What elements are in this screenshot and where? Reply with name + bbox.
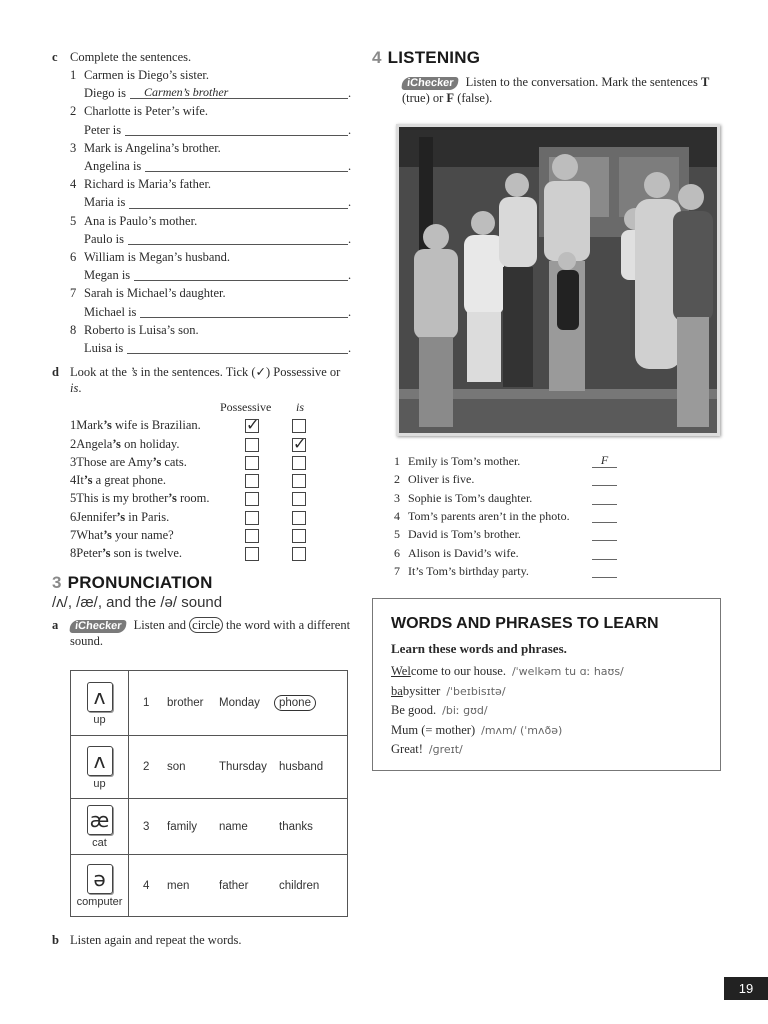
phrase-line	[391, 701, 702, 721]
sentence-text	[76, 546, 182, 560]
sentence-line	[70, 284, 352, 302]
possessive-checkbox[interactable]	[245, 415, 260, 435]
item-number: 2	[394, 472, 400, 487]
statement-text: Emily is Tom’s mother.	[408, 454, 521, 468]
sound-symbol-icon: ʌ	[87, 682, 113, 712]
sentence-text: Carmen is Diego’s sister.	[84, 68, 209, 82]
answer-blank[interactable]	[592, 472, 617, 486]
answer-prompt: Maria is	[84, 195, 126, 210]
item-number: 4	[70, 473, 77, 488]
answer-blank[interactable]	[592, 564, 617, 578]
sound-icon-cell	[71, 671, 129, 735]
phrase-line	[391, 740, 702, 760]
exercise-letter: d	[52, 365, 59, 380]
word-option[interactable]	[279, 697, 316, 709]
section-title: PRONUNCIATION	[67, 572, 213, 592]
possessive-column-header: Possessive	[220, 400, 272, 415]
tick-row	[70, 508, 352, 526]
statement-row	[394, 562, 624, 580]
apostrophe-s: ’s	[112, 436, 121, 451]
apostrophe-s: ’s	[103, 528, 112, 543]
item-number: 8	[70, 546, 77, 561]
word-option[interactable]	[219, 697, 279, 709]
word-text: son	[167, 761, 186, 773]
ichecker-badge[interactable]: iChecker	[69, 620, 127, 633]
tick-row	[70, 526, 352, 544]
item-number: 4	[143, 879, 150, 892]
item-number: 6	[70, 250, 77, 265]
sound-word-label: up	[93, 713, 106, 726]
item-number: 3	[394, 490, 400, 505]
word-text: Thursday	[219, 761, 267, 773]
tick-row	[70, 471, 352, 489]
sentence-part: on holiday.	[120, 436, 180, 451]
ichecker-badge[interactable]: iChecker	[401, 77, 459, 90]
exercise-letter: a	[52, 617, 59, 632]
answer-blank[interactable]	[128, 232, 348, 245]
apostrophe-s: ’s	[116, 509, 126, 524]
possessive-checkbox[interactable]	[245, 438, 259, 452]
tick-row	[70, 489, 352, 507]
phonetic-transcription: /ˈwelkəm tu ɑː haʊs/	[511, 665, 624, 678]
period: .	[348, 159, 352, 174]
item-number: 4	[394, 508, 400, 523]
answer-blank[interactable]	[592, 491, 617, 505]
item-number: 3	[70, 454, 77, 469]
is-checkbox[interactable]	[292, 433, 307, 453]
answer-blank[interactable]	[592, 527, 617, 541]
item-number: 5	[70, 213, 77, 228]
possessive-checkbox[interactable]	[245, 547, 259, 561]
answer-line	[84, 121, 352, 139]
item-number: 1	[70, 418, 77, 433]
phrase-text: bysitter	[402, 683, 441, 698]
item-number: 2	[70, 104, 77, 119]
answer-blank[interactable]	[130, 86, 348, 99]
period: .	[348, 195, 352, 210]
apostrophe-s: ’s	[152, 454, 162, 469]
period: .	[348, 268, 352, 283]
answer-line	[84, 84, 352, 102]
listening-instruction: iChecker Listen to the conversation. Mark the sentences T (true) or F (false).	[402, 75, 710, 105]
exercise-c-header	[52, 48, 352, 66]
sentence-part: Peter	[76, 546, 102, 561]
phrase-text: Great!	[391, 742, 423, 756]
sentence-part: Mark	[76, 418, 104, 433]
word-text: thanks	[279, 820, 313, 833]
sentence-line	[70, 175, 352, 193]
exercise-b-header	[52, 931, 241, 949]
word-text: phone	[274, 695, 316, 711]
statement-row	[394, 544, 624, 562]
statement-row	[394, 507, 624, 525]
answer-blank[interactable]	[125, 123, 348, 136]
answer-line	[84, 303, 352, 321]
sentence-line	[70, 212, 352, 230]
word-text: family	[167, 820, 198, 833]
word-option[interactable]	[219, 880, 279, 892]
exercise-instruction: iChecker Listen and circle the word with a different sound.	[70, 617, 351, 648]
answer-blank[interactable]	[127, 341, 348, 354]
page-number: 19	[724, 977, 768, 1000]
word-group	[129, 799, 347, 854]
is-checkbox[interactable]	[292, 419, 306, 433]
sentence-part: Jennifer	[76, 509, 117, 524]
answer-line	[84, 266, 352, 284]
right-column	[372, 48, 724, 106]
word-option[interactable]	[219, 821, 279, 833]
word-option[interactable]	[167, 880, 219, 892]
answer-blank[interactable]	[129, 196, 348, 209]
circle-word: circle	[189, 617, 223, 633]
answer-text: Carmen’s brother	[144, 85, 229, 100]
sentence-text: Ana is Paulo’s mother.	[84, 213, 198, 228]
tick-row	[70, 435, 352, 453]
answer-line	[84, 157, 352, 175]
family-photo	[396, 124, 720, 436]
sentence-text	[76, 473, 166, 487]
sound-icon-cell	[71, 799, 129, 854]
statement-text: It’s Tom’s birthday party.	[408, 563, 529, 578]
answer-prompt: Diego is	[84, 86, 127, 101]
word-text: Monday	[219, 697, 260, 709]
family-photo-illustration	[399, 127, 720, 436]
item-number: 2	[143, 761, 150, 773]
pronunciation-table	[70, 670, 348, 917]
sentence-text: William is Megan’s husband.	[84, 250, 231, 265]
sentence-text: Roberto is Luisa’s son.	[84, 322, 199, 337]
exercise-instruction: Complete the sentences.	[70, 50, 192, 64]
answer-line	[84, 193, 352, 211]
sentence-line	[70, 321, 352, 339]
word-text: name	[219, 820, 248, 833]
answer-blank[interactable]	[592, 546, 617, 560]
answer-line	[84, 339, 352, 357]
sentence-part: your name?	[111, 528, 174, 543]
sentence-part: This is my brother	[76, 491, 169, 506]
statement-text: David is Tom’s brother.	[408, 527, 521, 542]
item-number: 5	[70, 491, 77, 506]
apostrophe-s: ’s	[168, 491, 177, 506]
sound-symbol-icon: ʌ	[87, 746, 113, 776]
exercise-letter: b	[52, 933, 59, 947]
period: .	[348, 341, 352, 356]
exercise-a-header	[52, 616, 352, 649]
item-number: 7	[70, 528, 77, 543]
sentence-text: Richard is Maria’s father.	[84, 177, 212, 192]
period: .	[348, 304, 352, 319]
sentence-part: What	[76, 528, 104, 543]
answer-blank[interactable]	[140, 305, 348, 318]
phonetic-transcription: /mʌm/ (ˈmʌðə)	[481, 723, 563, 737]
exercise-d-header	[52, 363, 352, 396]
pronunciation-row	[71, 735, 347, 798]
possessive-checkbox[interactable]	[245, 474, 259, 488]
word-text: children	[279, 879, 320, 892]
item-number: 3	[143, 820, 150, 833]
section-subtitle: /ʌ/, /æ/, and the /ə/ sound	[52, 593, 223, 611]
word-option[interactable]	[279, 761, 323, 773]
sentence-text	[76, 510, 169, 524]
box-title: WORDS AND PHRASES TO LEARN	[391, 615, 659, 632]
item-number: 8	[70, 322, 77, 337]
sound-symbol-icon: ə	[87, 864, 113, 894]
possessive-checkbox[interactable]	[245, 529, 259, 543]
item-number: 5	[394, 527, 400, 542]
pronunciation-row	[71, 854, 347, 916]
sound-word-label: up	[93, 777, 106, 790]
sentence-line	[70, 139, 352, 157]
exercise-d-items	[52, 416, 352, 562]
tick-row	[70, 453, 352, 471]
sentence-part: room.	[176, 491, 210, 506]
item-number: 1	[70, 68, 77, 82]
sound-icon-cell	[71, 736, 129, 798]
answer-prompt: Peter is	[84, 122, 122, 137]
box-subtitle: Learn these words and phrases.	[391, 641, 567, 656]
stressed-part: ba	[391, 683, 403, 698]
sentence-text	[76, 528, 173, 542]
phrase-text: Mum (= mother)	[391, 722, 476, 737]
section-3-header	[52, 573, 352, 611]
sentence-line	[70, 248, 352, 266]
answer-blank[interactable]	[145, 159, 348, 172]
sound-symbol-icon: æ	[87, 805, 113, 835]
is-checkbox[interactable]	[292, 529, 306, 543]
item-number: 3	[70, 140, 77, 155]
tick-mark: ✓	[246, 415, 260, 435]
possessive-checkbox[interactable]	[245, 511, 259, 525]
sentence-part: Those are Amy	[76, 454, 153, 469]
pronunciation-row	[71, 671, 347, 735]
answer-prompt: Michael is	[84, 304, 137, 319]
word-text: brother	[167, 697, 204, 709]
answer-blank[interactable]: F	[592, 454, 617, 468]
item-number: 2	[70, 436, 77, 451]
item-number: 6	[394, 545, 400, 560]
sentence-part: son is twelve.	[110, 546, 183, 561]
statement-row	[394, 489, 624, 507]
word-text: husband	[279, 761, 324, 773]
apostrophe-s: ’s	[101, 546, 111, 561]
left-column	[52, 48, 352, 649]
tick-row	[70, 416, 352, 434]
sentence-text	[76, 455, 187, 469]
sentence-text	[76, 418, 201, 432]
answer-prompt: Paulo is	[84, 231, 124, 246]
answer-prompt: Luisa is	[84, 341, 124, 356]
item-number: 4	[70, 177, 77, 192]
sentence-text: Sarah is Michael’s daughter.	[84, 286, 226, 301]
tick-row	[70, 544, 352, 562]
sound-word-label: cat	[92, 837, 107, 849]
answer-prompt: Megan is	[84, 268, 131, 283]
word-text: men	[167, 879, 190, 892]
item-number: 7	[394, 563, 400, 578]
sentence-part: a great phone.	[92, 473, 167, 488]
phrase-list	[391, 662, 702, 760]
sentence-text: Charlotte is Peter’s wife.	[84, 104, 209, 119]
word-group	[129, 736, 347, 798]
phrase-line	[391, 662, 702, 682]
phonetic-transcription: /biː ɡʊd/	[442, 704, 488, 717]
section-title: LISTENING	[387, 48, 481, 67]
statement-row	[394, 452, 624, 470]
word-group	[129, 671, 347, 735]
answer-line	[84, 230, 352, 248]
is-checkbox[interactable]	[292, 547, 306, 561]
sentence-line	[70, 66, 352, 84]
exercise-c-items	[70, 66, 352, 357]
sentence-part: cats.	[161, 454, 187, 469]
phrase-text: come to our house.	[410, 664, 506, 678]
statement-row	[394, 470, 624, 488]
stressed-part: Wel	[391, 664, 411, 678]
words-and-phrases-box	[372, 598, 721, 771]
sentence-text: Mark is Angelina’s brother.	[84, 140, 221, 155]
possessive-checkbox[interactable]	[245, 456, 259, 470]
item-number: 7	[70, 286, 77, 301]
section-number: 4	[372, 48, 382, 67]
pronunciation-row	[71, 798, 347, 854]
word-option[interactable]	[279, 821, 313, 833]
item-number: 1	[394, 454, 400, 468]
word-option[interactable]	[167, 821, 219, 833]
possessive-checkbox[interactable]	[245, 492, 259, 506]
is-column-header: is	[296, 400, 305, 415]
statement-text: Sophie is Tom’s daughter.	[408, 490, 533, 505]
apostrophe-s: ’s	[103, 418, 112, 433]
word-text: father	[219, 879, 249, 892]
sentence-part: Angela	[76, 436, 113, 451]
sentence-part: It	[76, 473, 84, 488]
statement-text: Alison is David’s wife.	[408, 545, 519, 560]
word-option[interactable]	[279, 880, 319, 892]
word-group	[129, 855, 347, 916]
answer-blank[interactable]	[592, 509, 617, 523]
item-number: 1	[143, 697, 150, 709]
exercise-instruction: Listen again and repeat the words.	[70, 933, 242, 947]
exercise-letter: c	[52, 50, 58, 64]
period: .	[348, 122, 352, 137]
word-option[interactable]	[219, 761, 279, 773]
word-option[interactable]	[167, 761, 219, 773]
sentence-part: in Paris.	[125, 509, 170, 524]
sentence-text	[76, 437, 179, 451]
phrase-line	[391, 682, 702, 702]
is-checkbox[interactable]	[292, 456, 306, 470]
is-checkbox[interactable]	[292, 492, 306, 506]
section-number: 3	[52, 572, 62, 592]
sound-icon-cell	[71, 855, 129, 916]
period: .	[348, 86, 352, 101]
section-4-header	[372, 48, 724, 68]
statement-row	[394, 525, 624, 543]
statement-text: Tom’s parents aren’t in the photo.	[408, 508, 570, 523]
phonetic-transcription: /ɡreɪt/	[428, 743, 463, 756]
exercise-instruction: Look at the ’s in the sentences. Tick (✓) Possessive or is.	[70, 365, 341, 396]
period: .	[348, 231, 352, 246]
phonetic-transcription: /ˈbeɪbisɪtə/	[446, 684, 506, 698]
word-option[interactable]	[167, 697, 219, 709]
sentence-text	[76, 491, 209, 505]
sentence-line	[70, 102, 352, 120]
is-checkbox[interactable]	[292, 511, 306, 525]
sentence-part: wife is Brazilian.	[111, 418, 201, 433]
tick-mark: ✓	[293, 433, 307, 453]
apostrophe-s: ’s	[83, 473, 93, 488]
item-number: 6	[70, 509, 77, 524]
answer-blank[interactable]	[134, 268, 348, 281]
is-checkbox[interactable]	[292, 474, 306, 488]
phrase-text: Be good.	[391, 703, 437, 717]
answer-prompt: Angelina is	[84, 159, 142, 174]
statement-text: Oliver is five.	[408, 472, 475, 487]
column-headers	[52, 400, 352, 416]
sound-word-label: computer	[76, 896, 123, 908]
phrase-line	[391, 721, 702, 741]
